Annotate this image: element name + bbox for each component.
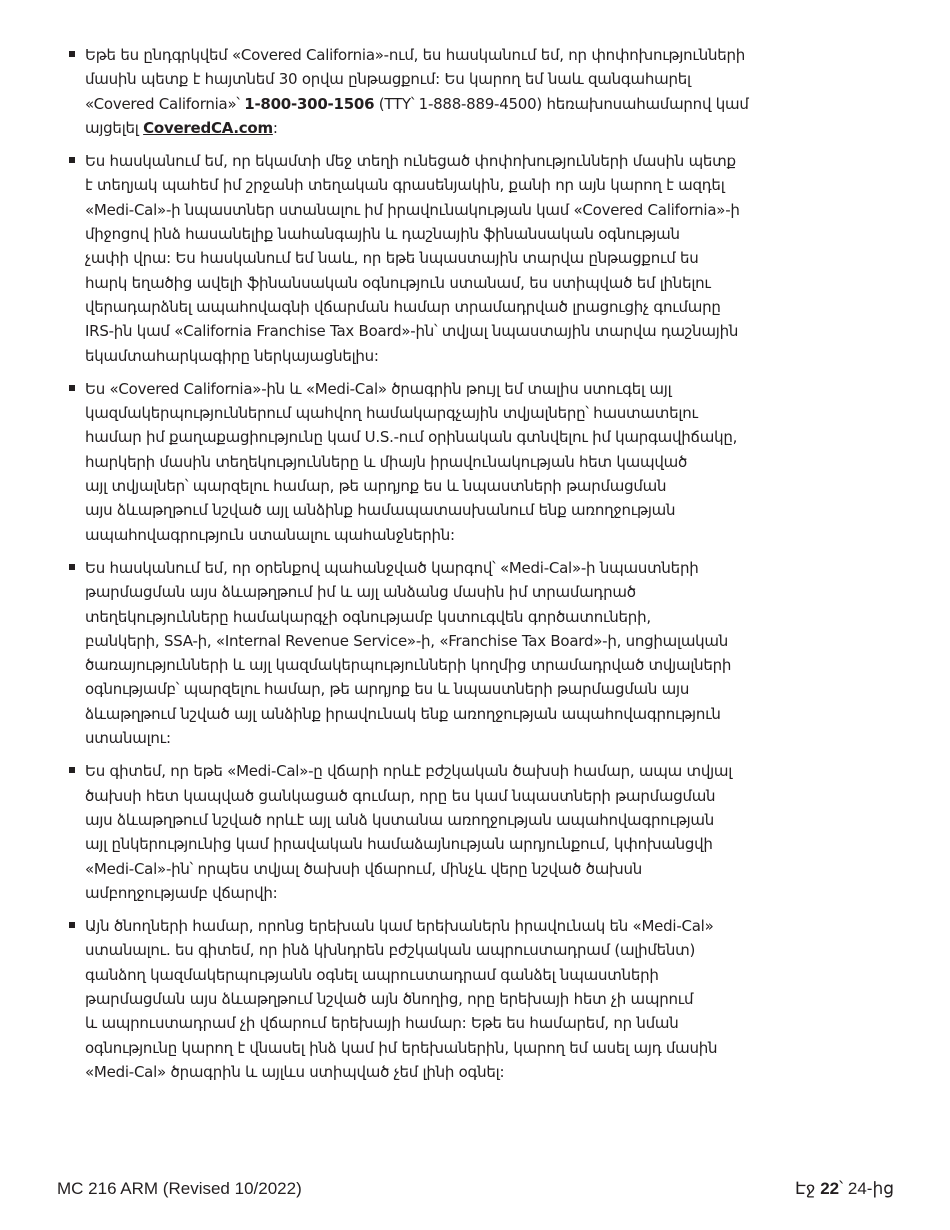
text-segment: Ես «Covered California»-ին և «Medi-Cal» ծրագրին թույլ եմ տալիս ստուգել այլ: [85, 379, 672, 398]
text-segment: Ես հասկանում եմ, որ օրենքով պահանջված կարգով՝ «Medi-Cal»-ի նպաստների: [85, 558, 699, 577]
text-line: [85, 808, 868, 832]
text-line: [85, 319, 868, 343]
text-segment: այս ձևաթղթում նշված այլ անձինք համապատասխանում ենք առողջության: [85, 501, 676, 520]
text-line: [85, 759, 868, 783]
text-line: [85, 938, 868, 962]
text-line: [85, 1011, 868, 1035]
text-segment: Ես գիտեմ, որ եթե «Medi-Cal»-ը վճարի որևէ բժշկական ծախսի համար, ապա տվյալ: [85, 762, 733, 781]
text-line: [85, 198, 868, 222]
text-line: [85, 1060, 868, 1084]
text-line: [85, 498, 868, 522]
text-segment: վերադարձնել ապահովագնի վճարման համար տրամադրված լրացուցիչ գումարը: [85, 297, 721, 316]
text-line: [85, 271, 868, 295]
text-segment: օգնությամբ՝ պարզելու համար, թե արդյոք ես և նպաստների թարմացման այս: [85, 680, 690, 699]
text-line: [85, 702, 868, 726]
bullet-marker: [69, 51, 75, 57]
text-line: [85, 149, 868, 173]
text-line: [85, 377, 868, 401]
text-segment: միջոցով ինձ հասանելիք նահանգային և դաշնային ֆինանսական օգնության: [85, 225, 680, 244]
page-indicator: [795, 1179, 894, 1199]
text-line: [85, 344, 868, 368]
document-body: [68, 43, 868, 1093]
bullet-marker: [69, 767, 75, 773]
page-number: 22: [820, 1179, 840, 1198]
phone-number: 1-800-300-1506: [244, 94, 375, 113]
text-segment: IRS-ին կամ «California Franchise Tax Board»-ին՝ տվյալ նպաստային տարվա դաշնային: [85, 322, 739, 341]
bullet-marker: [69, 564, 75, 570]
text-segment: ապահովագրություն ստանալու պահանջներին:: [85, 525, 455, 544]
text-line: [85, 523, 868, 547]
bullet-item: [68, 759, 868, 905]
text-segment: թարմացման այս ձևաթղթում նշված այն ծնողից, որը երեխայի հետ չի ապրում: [85, 989, 694, 1008]
text-segment: եկամտահարկագիրը ներկայացնելիս:: [85, 346, 379, 365]
text-line: [85, 580, 868, 604]
text-line: [85, 726, 868, 750]
text-segment: կազմակերպություններում պահվող համակարգչային տվյալները՝ հաստատելու: [85, 404, 698, 423]
bullet-item: [68, 556, 868, 750]
text-line: [85, 832, 868, 856]
text-segment: «Medi-Cal»-ի նպաստներ ստանալու իմ իրավունակության կամ «Covered California»-ի: [85, 200, 740, 219]
text-line: [85, 677, 868, 701]
text-segment: :: [272, 118, 278, 137]
bullet-item: [68, 43, 868, 140]
text-segment: այլ տվյալներ՝ պարզելու համար, թե արդյոք ես և նպաստների թարմացման: [85, 477, 667, 496]
text-line: [85, 784, 868, 808]
text-segment: «Covered California»՝: [85, 94, 245, 113]
text-line: [85, 92, 868, 116]
bullet-item: [68, 149, 868, 368]
text-segment: Եթե ես ընդգրկվեմ «Covered California»-ում, ես հասկանում եմ, որ փոփոխությունների: [85, 46, 745, 64]
text-segment: (TTY՝ 1-888-889-4500) հեռախոսահամարով կամ: [374, 94, 749, 113]
text-line: [85, 556, 868, 580]
text-line: [85, 605, 868, 629]
text-line: [85, 653, 868, 677]
text-line: [85, 67, 868, 91]
text-segment: տեղեկությունները համակարգչի օգնությամբ կստուգվեն գործատուների,: [85, 607, 651, 626]
text-segment: մասին պետք է հայտնեմ 30 օրվա ընթացքում: Ես կարող եմ նաև զանգահարել: [85, 70, 691, 89]
bullet-marker: [69, 385, 75, 391]
text-segment: այցելել: [85, 118, 144, 137]
text-line: [85, 629, 868, 653]
text-line: [85, 857, 868, 881]
text-line: [85, 43, 868, 67]
text-segment: ծառայությունների և այլ կազմակերպությունների կողմից տրամադրված տվյալների: [85, 656, 732, 675]
text-line: [85, 987, 868, 1011]
bullet-item: [68, 914, 868, 1084]
text-line: [85, 222, 868, 246]
text-segment: ձևաթղթում նշված այլ անձինք իրավունակ ենք առողջության ապահովագրություն: [85, 704, 721, 723]
text-line: [85, 881, 868, 905]
text-line: [85, 963, 868, 987]
text-segment: այլ ընկերությունից կամ իրավական համաձայնության արդյունքում, կփոխանցվի: [85, 835, 713, 854]
text-segment: և ապրուստադրամ չի վճարում երեխայի համար: Եթե ես համարեմ, որ նման: [85, 1014, 679, 1033]
text-segment: Այն ծնողների համար, որոնց երեխան կամ երեխաներն իրավունակ են «Medi-Cal»: [85, 917, 714, 936]
text-segment: օգնությունը կարող է վնասել ինձ կամ իմ երեխաներին, կարող եմ ասել այդ մասին: [85, 1038, 718, 1057]
text-segment: Ես հասկանում եմ, որ եկամտի մեջ տեղի ունեցած փոփոխությունների մասին պետք: [85, 152, 736, 171]
text-segment: համար իմ քաղաքացիությունը կամ U.S.-ում օրինական գտնվելու իմ կարգավիճակը,: [85, 428, 738, 447]
text-segment: գանձող կազմակերպությանն օգնել ապրուստադրամ գանձել նպաստների: [85, 965, 659, 984]
text-segment: ստանալու. ես գիտեմ, որ ինձ կխնդրեն բժշկական ապրուստադրամ (ալիմենտ): [85, 941, 696, 960]
bullet-marker: [69, 922, 75, 928]
text-segment: թարմացման այս ձևաթղթում իմ և այլ անձանց մասին իմ տրամադրած: [85, 583, 636, 602]
text-segment: հարկերի մասին տեղեկությունները և միայն իրավունակության հետ կապված: [85, 452, 688, 471]
text-segment: չափի վրա: Ես հասկանում եմ նաև, որ եթե նպաստային տարվա ընթացքում ես: [85, 249, 699, 268]
text-line: [85, 425, 868, 449]
website-link[interactable]: CoveredCA.com: [143, 118, 273, 137]
form-id: MC 216 ARM (Revised 10/2022): [57, 1179, 302, 1198]
text-segment: «Medi-Cal» ծրագրին և այլևս ստիպված չեմ լինի օգնել:: [85, 1062, 505, 1081]
bullet-item: [68, 377, 868, 547]
text-line: [85, 173, 868, 197]
text-segment: ստանալու:: [85, 729, 171, 748]
bullet-marker: [69, 157, 75, 163]
page-prefix: Էջ: [795, 1179, 821, 1198]
text-segment: «Medi-Cal»-ին՝ որպես տվյալ ծախսի վճարում, մինչև վերը նշված ծախսն: [85, 859, 643, 878]
text-line: [85, 450, 868, 474]
text-segment: բանկերի, SSA-ի, «Internal Revenue Service»-ի, «Franchise Tax Board»-ի, սոցիալական: [85, 631, 729, 650]
text-line: [85, 914, 868, 938]
text-segment: է տեղյակ պահեմ իմ շրջանի տեղական գրասենյակին, քանի որ այն կարող է ազդել: [85, 176, 725, 195]
text-segment: հարկ եղածից ավելի ֆինանսական օգնություն ստանամ, ես ստիպված եմ լինելու: [85, 273, 711, 292]
text-line: [85, 1036, 868, 1060]
page-suffix: ՝ 24-ից: [839, 1179, 894, 1198]
text-line: [85, 116, 868, 140]
text-line: [85, 401, 868, 425]
text-line: [85, 295, 868, 319]
text-line: [85, 474, 868, 498]
text-line: [85, 246, 868, 270]
text-segment: ամբողջությամբ վճարվի:: [85, 883, 278, 902]
text-segment: այս ձևաթղթում նշված որևէ այլ անձ կստանա առողջության ապահովագրության: [85, 810, 715, 829]
text-segment: ծախսի հետ կապված ցանկացած գումար, որը ես կամ նպաստների թարմացման: [85, 786, 716, 805]
